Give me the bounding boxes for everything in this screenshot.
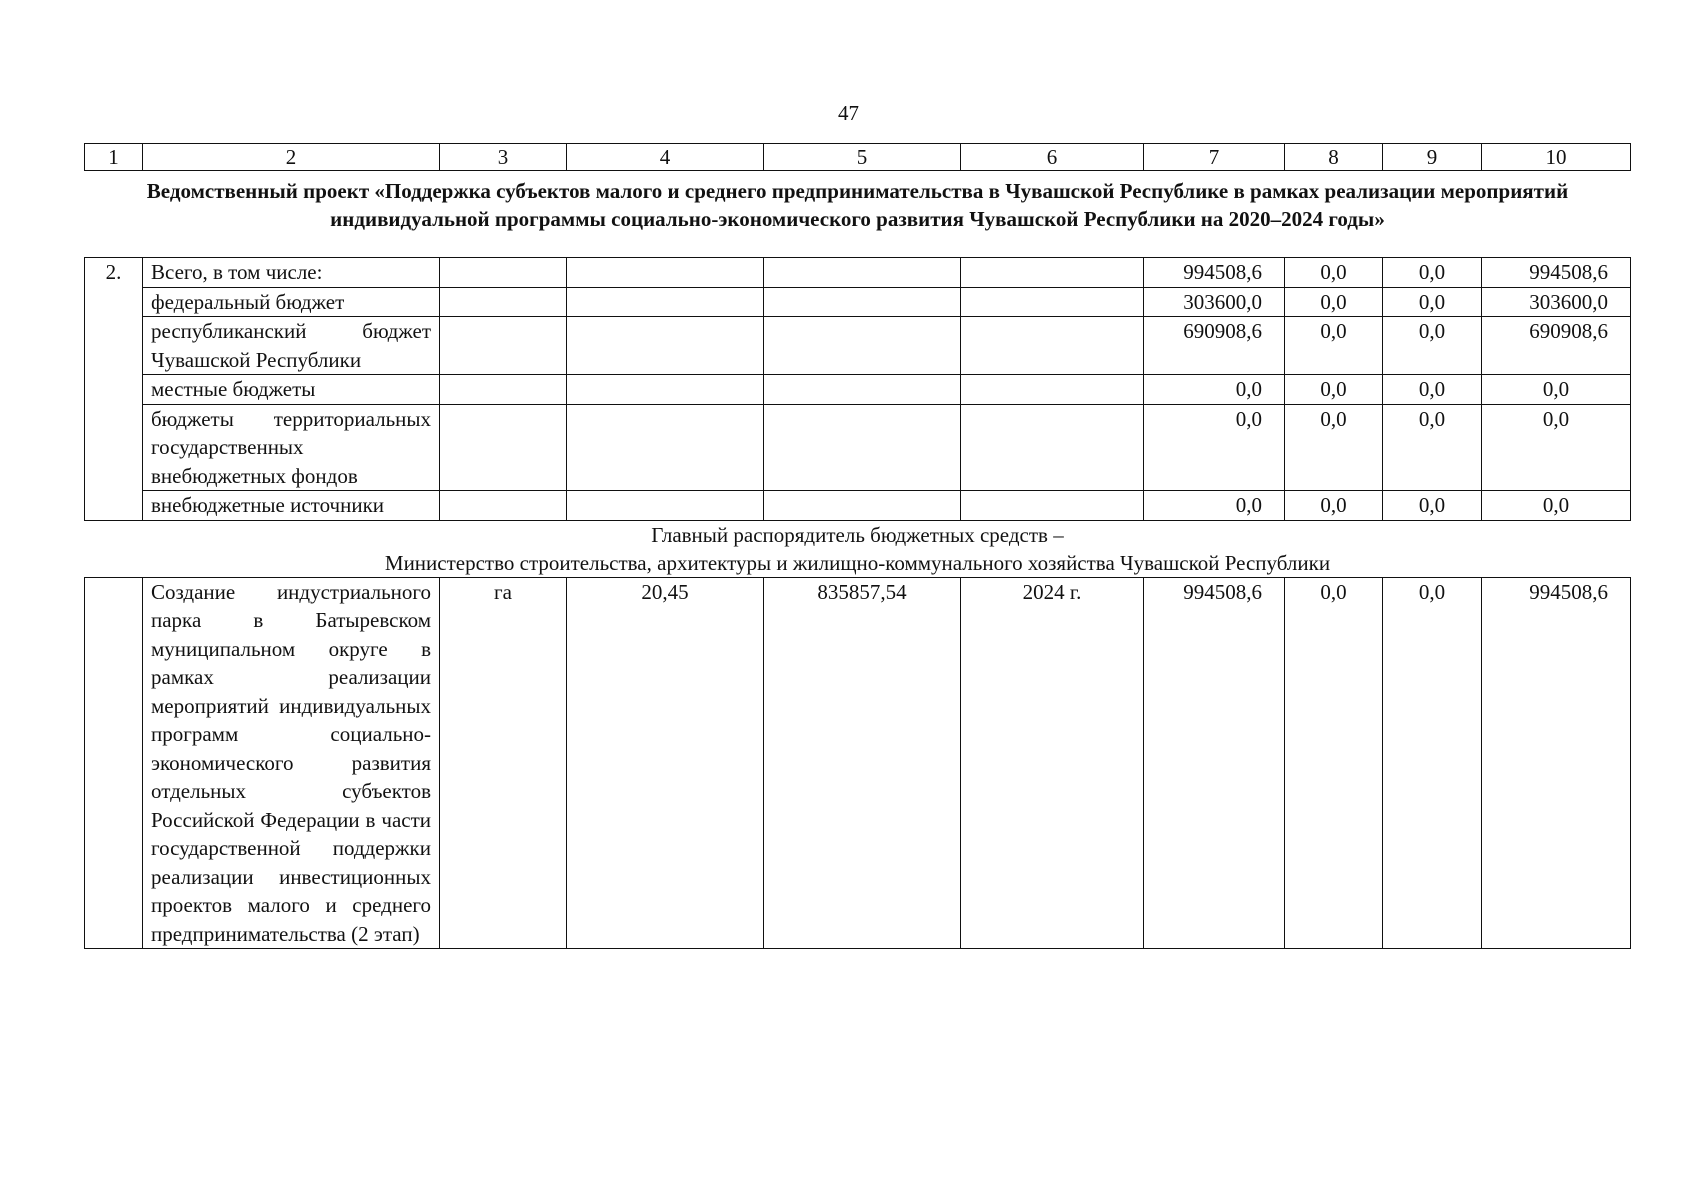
value-cell: 994508,6 — [1144, 258, 1285, 288]
project-title: Ведомственный проект «Поддержка субъектов малого и среднего предпринимательства в Чувашской Республике в рамках реализации мероприятий индивидуальной программы социально-экономического развития Чувашской Республики на 2020–2024 годы» — [85, 171, 1631, 258]
row-label: внебюджетные источники — [143, 491, 440, 521]
column-header: 9 — [1383, 144, 1482, 171]
table-row — [85, 317, 1631, 375]
empty-cell — [764, 287, 961, 317]
empty-cell — [764, 317, 961, 375]
column-header: 2 — [143, 144, 440, 171]
value-cell: 0,0 — [1383, 577, 1482, 949]
estimated-cost-cell: 835857,54 — [764, 577, 961, 949]
value-cell: 0,0 — [1285, 258, 1383, 288]
empty-cell — [440, 287, 567, 317]
value-cell: 994508,6 — [1482, 258, 1631, 288]
column-header: 10 — [1482, 144, 1631, 171]
value-cell: 0,0 — [1144, 404, 1285, 491]
value-cell: 0,0 — [1285, 404, 1383, 491]
object-row — [85, 577, 1631, 949]
column-header: 6 — [961, 144, 1144, 171]
column-number-header-row — [85, 144, 1631, 171]
table-row — [85, 491, 1631, 521]
value-cell: 994508,6 — [1482, 577, 1631, 949]
project-title-row — [85, 171, 1631, 258]
value-cell: 0,0 — [1144, 375, 1285, 405]
column-header: 8 — [1285, 144, 1383, 171]
row-label: бюджеты территориальных государственных внебюджетных фондов — [143, 404, 440, 491]
column-header: 4 — [567, 144, 764, 171]
empty-cell — [440, 317, 567, 375]
empty-cell — [567, 287, 764, 317]
row-label: Всего, в том числе: — [143, 258, 440, 288]
empty-cell — [440, 258, 567, 288]
administrator-row — [85, 520, 1631, 577]
year-cell: 2024 г. — [961, 577, 1144, 949]
value-cell: 690908,6 — [1482, 317, 1631, 375]
unit-cell: га — [440, 577, 567, 949]
value-cell: 0,0 — [1383, 404, 1482, 491]
budget-table — [84, 143, 1631, 949]
column-header: 5 — [764, 144, 961, 171]
value-cell: 0,0 — [1285, 577, 1383, 949]
value-cell: 0,0 — [1285, 287, 1383, 317]
column-header: 3 — [440, 144, 567, 171]
value-cell: 994508,6 — [1144, 577, 1285, 949]
value-cell: 0,0 — [1383, 258, 1482, 288]
empty-cell — [961, 287, 1144, 317]
empty-cell — [764, 491, 961, 521]
value-cell: 0,0 — [1285, 317, 1383, 375]
empty-cell — [961, 317, 1144, 375]
value-cell: 0,0 — [1383, 317, 1482, 375]
value-cell: 0,0 — [1285, 491, 1383, 521]
row-label: местные бюджеты — [143, 375, 440, 405]
value-cell: 303600,0 — [1144, 287, 1285, 317]
empty-cell — [764, 404, 961, 491]
empty-cell — [961, 404, 1144, 491]
value-cell: 0,0 — [1383, 287, 1482, 317]
empty-cell — [567, 317, 764, 375]
empty-cell — [440, 404, 567, 491]
empty-cell — [440, 375, 567, 405]
empty-cell — [961, 258, 1144, 288]
empty-cell — [567, 258, 764, 288]
section-number: 2. — [85, 258, 143, 521]
value-cell: 0,0 — [1285, 375, 1383, 405]
value-cell: 0,0 — [1383, 491, 1482, 521]
empty-cell — [85, 577, 143, 949]
administrator-caption — [85, 520, 1631, 577]
empty-cell — [567, 375, 764, 405]
object-name: Создание индустриального парка в Батыревском муниципальном округе в рамках реализации мероприятий индивидуальных программ социально-экономического развития отдельных субъектов Российской Федерации в части государственной поддержки реализации инвестиционных проектов малого и среднего предпринимательства (2 этап) — [143, 577, 440, 949]
value-cell: 0,0 — [1482, 491, 1631, 521]
value-cell: 0,0 — [1144, 491, 1285, 521]
administrator-line-2: Министерство строительства, архитектуры и жилищно-коммунального хозяйства Чувашской Республики — [384, 550, 1331, 575]
value-cell: 0,0 — [1383, 375, 1482, 405]
empty-cell — [961, 375, 1144, 405]
value-cell: 0,0 — [1482, 375, 1631, 405]
value-cell: 690908,6 — [1144, 317, 1285, 375]
empty-cell — [764, 258, 961, 288]
column-header: 7 — [1144, 144, 1285, 171]
table-row — [85, 404, 1631, 491]
row-label: федеральный бюджет — [143, 287, 440, 317]
page-number: 47 — [838, 101, 859, 125]
column-header: 1 — [85, 144, 143, 171]
empty-cell — [567, 404, 764, 491]
empty-cell — [440, 491, 567, 521]
administrator-line-1: Главный распорядитель бюджетных средств – — [651, 522, 1064, 547]
capacity-cell: 20,45 — [567, 577, 764, 949]
empty-cell — [961, 491, 1144, 521]
empty-cell — [567, 491, 764, 521]
empty-cell — [764, 375, 961, 405]
table-row — [85, 375, 1631, 405]
row-label: республиканский бюджет Чувашской Республики — [143, 317, 440, 375]
table-row — [85, 287, 1631, 317]
table-row — [85, 258, 1631, 288]
value-cell: 303600,0 — [1482, 287, 1631, 317]
value-cell: 0,0 — [1482, 404, 1631, 491]
